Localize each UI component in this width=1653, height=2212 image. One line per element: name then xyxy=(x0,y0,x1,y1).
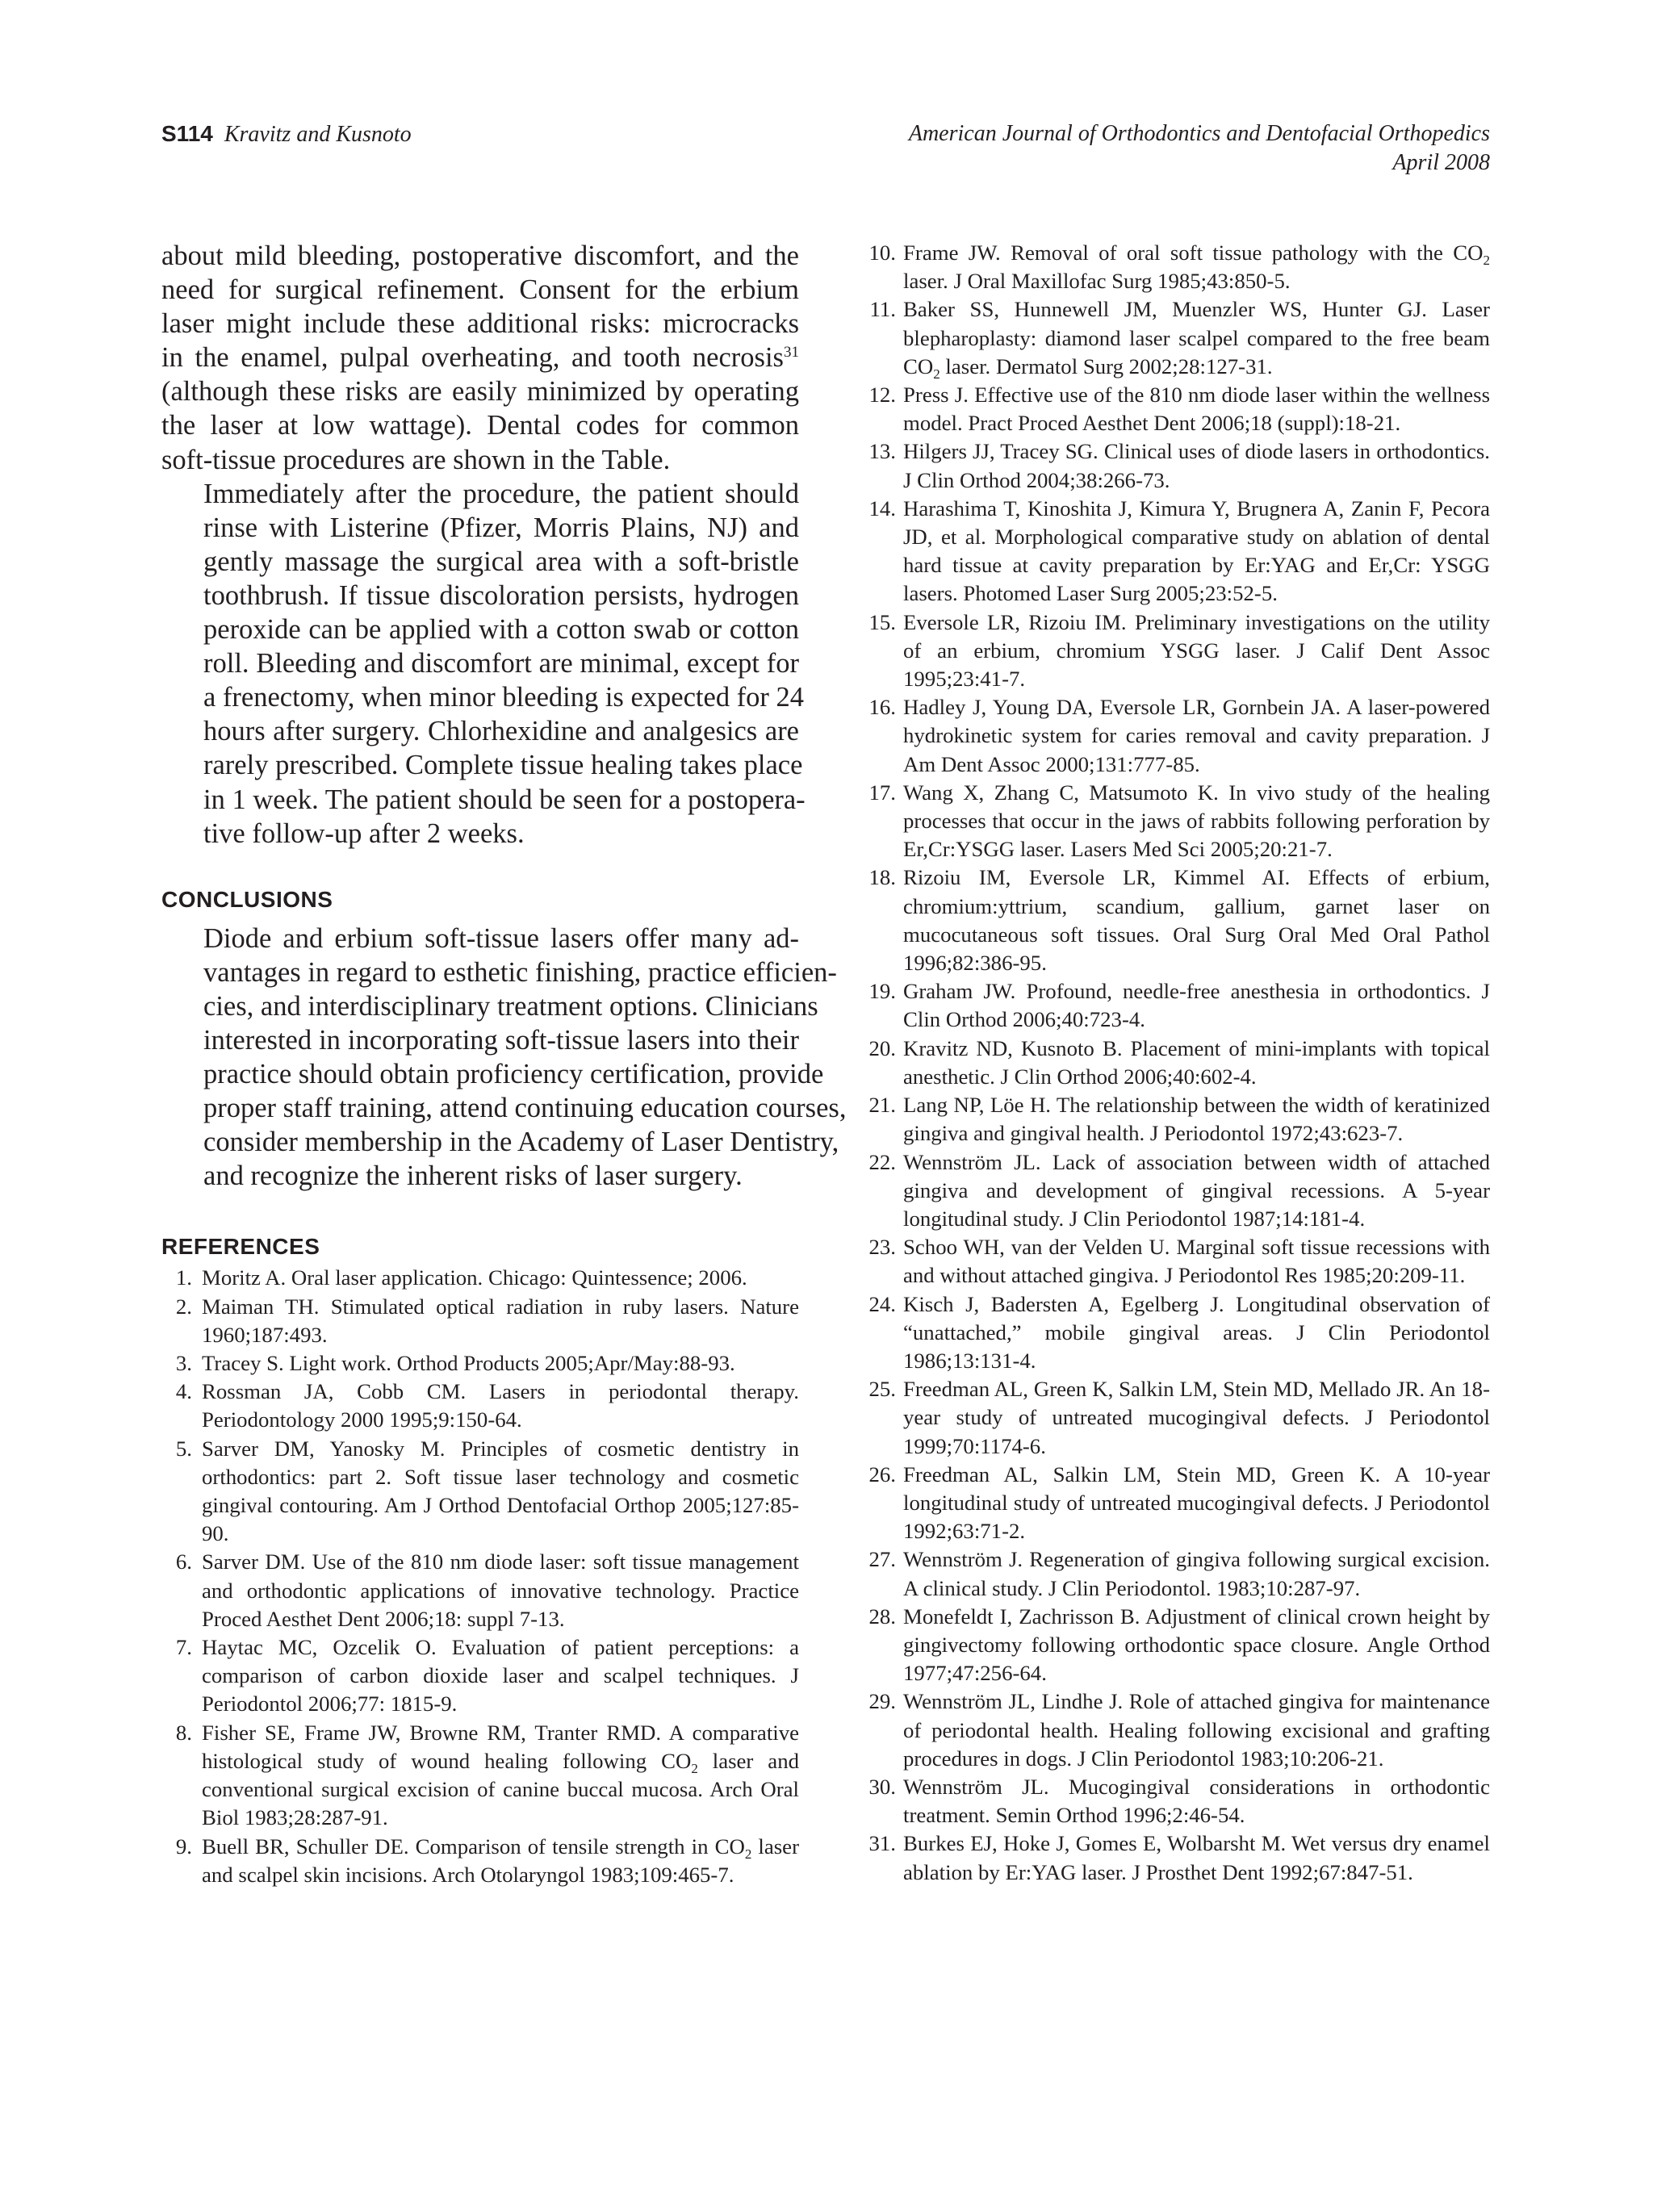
reference-number: 23. xyxy=(868,1235,896,1260)
reference-number: 17. xyxy=(868,780,896,805)
reference-item xyxy=(860,1687,1490,1773)
subscript: 2 xyxy=(1483,253,1490,268)
reference-text: laser. J Oral Maxillofac Surg 1985;43:850-5. xyxy=(903,269,1291,294)
reference-number: 31. xyxy=(868,1831,896,1856)
text-line: rinse with Listerine (Pfizer, Morris Plains, NJ) and xyxy=(203,512,799,543)
reference-number: 19. xyxy=(868,979,896,1004)
reference-text: Graham JW. Profound, needle-free anesthesia in orthodontics. J Clin Orthod 2006;40:723-4. xyxy=(903,979,1490,1032)
text-line: and recognize the inherent risks of laser surgery. xyxy=(203,1160,743,1192)
reference-number: 4. xyxy=(175,1379,192,1404)
reference-text: laser and scalpel skin incisions. Arch Otolaryngol 1983;109:465-7. xyxy=(202,1834,799,1887)
reference-text: Harashima T, Kinoshita J, Kimura Y, Brugnera A, Zanin F, Pecora JD, et al. Morphological comparative study on ablation of dental hard tissue at cavity preparation by Er:YAG and Er,Cr: YSGG lasers. Photomed Laser Surg 2005;23:52-5. xyxy=(903,496,1490,606)
reference-item xyxy=(860,1091,1490,1148)
reference-item xyxy=(860,1603,1490,1688)
reference-text: laser and conventional surgical excision of canine buccal mucosa. Arch Oral Biol 1983;28:287-91. xyxy=(202,1748,799,1830)
reference-text: Maiman TH. Stimulated optical radiation in ruby lasers. Nature 1960;187:493. xyxy=(202,1294,799,1347)
reference-number: 11. xyxy=(869,297,896,322)
reference-number: 2. xyxy=(175,1294,192,1319)
reference-text: Wennström J. Regeneration of gingiva following surgical excision. A clinical study. J Clin Periodontol. 1983;10:287-97. xyxy=(903,1547,1490,1600)
reference-text: Wennström JL, Lindhe J. Role of attached gingiva for maintenance of periodontal health. Healing following excisional and grafting procedures in dogs. J Clin Periodontol 1983;10:206-21. xyxy=(903,1689,1490,1771)
reference-number: 27. xyxy=(868,1547,896,1572)
text-line: a frenectomy, when minor bleeding is expected for 24 xyxy=(203,682,805,713)
reference-item xyxy=(161,1548,799,1633)
running-header-right xyxy=(909,119,1490,178)
text-line: (although these risks are easily minimized by operating xyxy=(161,376,799,408)
reference-text: Monefeldt I, Zachrisson B. Adjustment of clinical crown height by gingivectomy following orthodontic space closure. Angle Orthod 1977;47:256-64. xyxy=(903,1604,1490,1686)
reference-number: 21. xyxy=(868,1093,896,1118)
text-line: peroxide can be applied with a cotton swab or cotton xyxy=(203,614,799,646)
reference-number: 8. xyxy=(175,1720,192,1745)
reference-text: Wennström JL. Lack of association between width of attached gingiva and development of gingival recessions. A 5-year longitudinal study. J Clin Periodontol 1987;14:181-4. xyxy=(903,1149,1490,1231)
reference-item xyxy=(860,1290,1490,1376)
text-line: Diode and erbium soft-tissue lasers offer many ad- xyxy=(203,922,799,954)
reference-text: Press J. Effective use of the 810 nm diode laser within the wellness model. Pract Proced Aesthet Dent 2006;18 (suppl):18-21. xyxy=(903,383,1490,436)
reference-text: Burkes EJ, Hoke J, Gomes E, Wolbarsht M. Wet versus dry enamel ablation by Er:YAG laser. J Prosthet Dent 1992;67:847-51. xyxy=(903,1831,1490,1884)
text-line: gently massage the surgical area with a soft-bristle xyxy=(203,546,799,577)
reference-number: 28. xyxy=(868,1604,896,1629)
reference-number: 12. xyxy=(868,383,896,408)
reference-item xyxy=(860,693,1490,779)
reference-item xyxy=(860,779,1490,864)
reference-item xyxy=(161,1378,799,1434)
running-authors: Kravitz and Kusnoto xyxy=(224,122,412,147)
reference-number: 22. xyxy=(868,1149,896,1174)
subscript: 2 xyxy=(933,366,940,382)
journal-title: American Journal of Orthodontics and Dentofacial Orthopedics xyxy=(908,121,1490,146)
reference-number: 10. xyxy=(868,240,896,265)
reference-text: Buell BR, Schuller DE. Comparison of tensile strength in CO xyxy=(202,1834,745,1859)
reference-number: 1. xyxy=(175,1265,192,1290)
reference-item xyxy=(860,437,1490,494)
issue-date: April 2008 xyxy=(1392,150,1490,175)
left-column xyxy=(161,239,847,1889)
text-line: tive follow-up after 2 weeks. xyxy=(203,817,525,849)
reference-item xyxy=(860,1148,1490,1234)
reference-text: Sarver DM. Use of the 810 nm diode laser: soft tissue management and orthodontic applications of innovative technology. Practice Proced Aesthet Dent 2006;18: suppl 7-13. xyxy=(202,1549,799,1631)
text-line: soft-tissue procedures are shown in the Table. xyxy=(161,444,671,475)
reference-item xyxy=(860,1545,1490,1602)
reference-item xyxy=(161,1264,799,1292)
conclusions-heading: CONCLUSIONS xyxy=(161,886,333,912)
text-line: in the enamel, pulpal overheating, and tooth necrosis$^{31}$ xyxy=(161,342,799,374)
reference-text: Freedman AL, Green K, Salkin LM, Stein MD, Mellado JR. An 18-year study of untreated mucogingival defects. J Periodontol 1999;70:1174-6. xyxy=(903,1377,1490,1458)
reference-item xyxy=(860,1829,1490,1886)
reference-item xyxy=(860,977,1490,1034)
reference-text: Kisch J, Badersten A, Egelberg J. Longitudinal observation of “unattached,” mobile gingival areas. J Clin Periodontol 1986;13:131-4. xyxy=(903,1291,1490,1373)
text-line: proper staff training, attend continuing education courses, xyxy=(203,1093,847,1124)
text-line: toothbrush. If tissue discoloration persists, hydrogen xyxy=(203,579,799,611)
reference-number: 16. xyxy=(868,695,896,720)
reference-item xyxy=(860,608,1490,694)
text-line: the laser at low wattage). Dental codes for common xyxy=(161,410,799,441)
reference-text: Freedman AL, Salkin LM, Stein MD, Green K. A 10-year longitudinal study of untreated mucogingival defects. J Periodontol 1992;63:71-2. xyxy=(903,1461,1490,1544)
reference-item xyxy=(860,1233,1490,1290)
reference-item xyxy=(860,295,1490,381)
reference-text: Hadley J, Young DA, Eversole LR, Gornbein JA. A laser-powered hydrokinetic system for caries removal and cavity preparation. J Am Dent Assoc 2000;131:777-85. xyxy=(903,695,1490,776)
body-paragraph xyxy=(161,239,799,477)
reference-text: Fisher SE, Frame JW, Browne RM, Tranter RMD. A comparative histological study of wound healing following CO xyxy=(202,1720,799,1773)
reference-text: Sarver DM, Yanosky M. Principles of cosmetic dentistry in orthodontics: part 2. Soft tissue laser technology and cosmetic gingival contouring. Am J Orthod Dentofacial Orthop 2005;127:85-90. xyxy=(202,1436,799,1546)
reference-number: 9. xyxy=(175,1834,192,1859)
reference-text: Baker SS, Hunnewell JM, Muenzler WS, Hunter GJ. Laser blepharoplasty: diamond laser scalpel compared to the free beam CO xyxy=(903,297,1490,378)
reference-number: 6. xyxy=(175,1549,192,1574)
reference-text: Kravitz ND, Kusnoto B. Placement of mini-implants with topical anesthetic. J Clin Orthod 2006;40:602-4. xyxy=(903,1035,1490,1089)
text-line: cies, and interdisciplinary treatment options. Clinicians xyxy=(203,990,818,1022)
reference-item xyxy=(860,381,1490,437)
reference-text: laser. Dermatol Surg 2002;28:127-31. xyxy=(939,353,1273,378)
reference-text: Wennström JL. Mucogingival considerations in orthodontic treatment. Semin Orthod 1996;2:46-54. xyxy=(903,1774,1490,1828)
reference-item xyxy=(860,495,1490,608)
reference-number: 13. xyxy=(868,439,896,464)
reference-text: Haytac MC, Ozcelik O. Evaluation of patient perceptions: a comparison of carbon dioxide laser and scalpel techniques. J Periodontol 2006;77: 1815-9. xyxy=(202,1635,799,1716)
reference-text: Schoo WH, van der Velden U. Marginal soft tissue recessions with and without attached gingiva. J Periodontol Res 1985;20:209-11. xyxy=(903,1235,1490,1288)
reference-item xyxy=(161,1719,799,1833)
reference-item xyxy=(161,1833,799,1889)
reference-text: Tracey S. Light work. Orthod Products 2005;Apr/May:88-93. xyxy=(202,1351,735,1376)
text-line: roll. Bleeding and discomfort are minimal, except for xyxy=(203,648,799,679)
reference-item xyxy=(860,1773,1490,1829)
subscript: 2 xyxy=(691,1760,698,1776)
reference-text: Lang NP, Löe H. The relationship between the width of keratinized gingiva and gingival health. J Periodontol 1972;43:623-7. xyxy=(903,1093,1490,1146)
reference-number: 30. xyxy=(868,1774,896,1799)
text-line: interested in incorporating soft-tissue lasers into their xyxy=(203,1024,799,1056)
reference-item xyxy=(161,1435,799,1549)
reference-text: Eversole LR, Rizoiu IM. Preliminary investigations on the utility of an erbium, chromium YSGG laser. J Calif Dent Assoc 1995;23:41-7. xyxy=(903,609,1490,692)
running-header-left xyxy=(161,119,412,149)
reference-item xyxy=(860,1375,1490,1461)
reference-number: 15. xyxy=(868,609,896,634)
reference-number: 24. xyxy=(868,1291,896,1316)
text-line: laser might include these additional risks: microcracks xyxy=(161,308,799,340)
text-line: consider membership in the Academy of Laser Dentistry, xyxy=(203,1127,839,1158)
text-line: in 1 week. The patient should be seen for a postopera- xyxy=(203,784,806,815)
text-line: about mild bleeding, postoperative discomfort, and the xyxy=(161,240,799,271)
reference-text: Rossman JA, Cobb CM. Lasers in periodontal therapy. Periodontology 2000 1995;9:150-64. xyxy=(202,1379,799,1432)
citation-superscript: 31 xyxy=(784,344,799,362)
reference-list xyxy=(860,239,1490,1887)
text-line: practice should obtain proficiency certification, provide xyxy=(203,1059,824,1090)
text-line: hours after surgery. Chlorhexidine and analgesics are xyxy=(203,716,799,747)
reference-item xyxy=(860,1461,1490,1546)
reference-item xyxy=(161,1633,799,1719)
right-column xyxy=(860,239,1490,1887)
subscript: 2 xyxy=(744,1846,752,1862)
reference-number: 3. xyxy=(175,1351,192,1376)
reference-number: 5. xyxy=(175,1436,192,1461)
page-number: S114 xyxy=(161,121,213,146)
reference-number: 18. xyxy=(868,865,896,890)
reference-text: Moritz A. Oral laser application. Chicago: Quintessence; 2006. xyxy=(202,1265,747,1290)
reference-item xyxy=(860,863,1490,977)
reference-item xyxy=(860,239,1490,295)
text-line: vantages in regard to esthetic finishing, practice efficien- xyxy=(203,956,837,988)
reference-item xyxy=(161,1293,799,1349)
text-line: rarely prescribed. Complete tissue healing takes place xyxy=(203,750,803,781)
reference-number: 7. xyxy=(175,1635,192,1660)
reference-item xyxy=(860,1035,1490,1091)
reference-text: Wang X, Zhang C, Matsumoto K. In vivo study of the healing processes that occur in the jaws of rabbits following perforation by Er,Cr:YSGG laser. Lasers Med Sci 2005;20:21-7. xyxy=(903,780,1490,862)
text-line: need for surgical refinement. Consent for the erbium xyxy=(161,274,799,306)
body-paragraph xyxy=(161,477,806,851)
references-heading: REFERENCES xyxy=(161,1234,320,1260)
reference-text: Frame JW. Removal of oral soft tissue pathology with the CO xyxy=(903,240,1484,265)
reference-number: 25. xyxy=(868,1377,896,1402)
reference-number: 29. xyxy=(868,1689,896,1714)
reference-item xyxy=(161,1349,799,1378)
reference-text: Rizoiu IM, Eversole LR, Kimmel AI. Effects of erbium, chromium:yttrium, scandium, gallium, garnet laser on mucocutaneous soft tissues. Oral Surg Oral Med Oral Pathol 1996;82:386-95. xyxy=(903,865,1490,976)
reference-number: 14. xyxy=(868,496,896,521)
reference-number: 26. xyxy=(868,1461,896,1487)
reference-text: Hilgers JJ, Tracey SG. Clinical uses of diode lasers in orthodontics. J Clin Orthod 2004;38:266-73. xyxy=(903,439,1490,492)
conclusions-paragraph xyxy=(161,922,847,1194)
reference-number: 20. xyxy=(868,1035,896,1060)
text-line: Immediately after the procedure, the patient should xyxy=(203,478,799,509)
reference-list xyxy=(161,1264,799,1888)
